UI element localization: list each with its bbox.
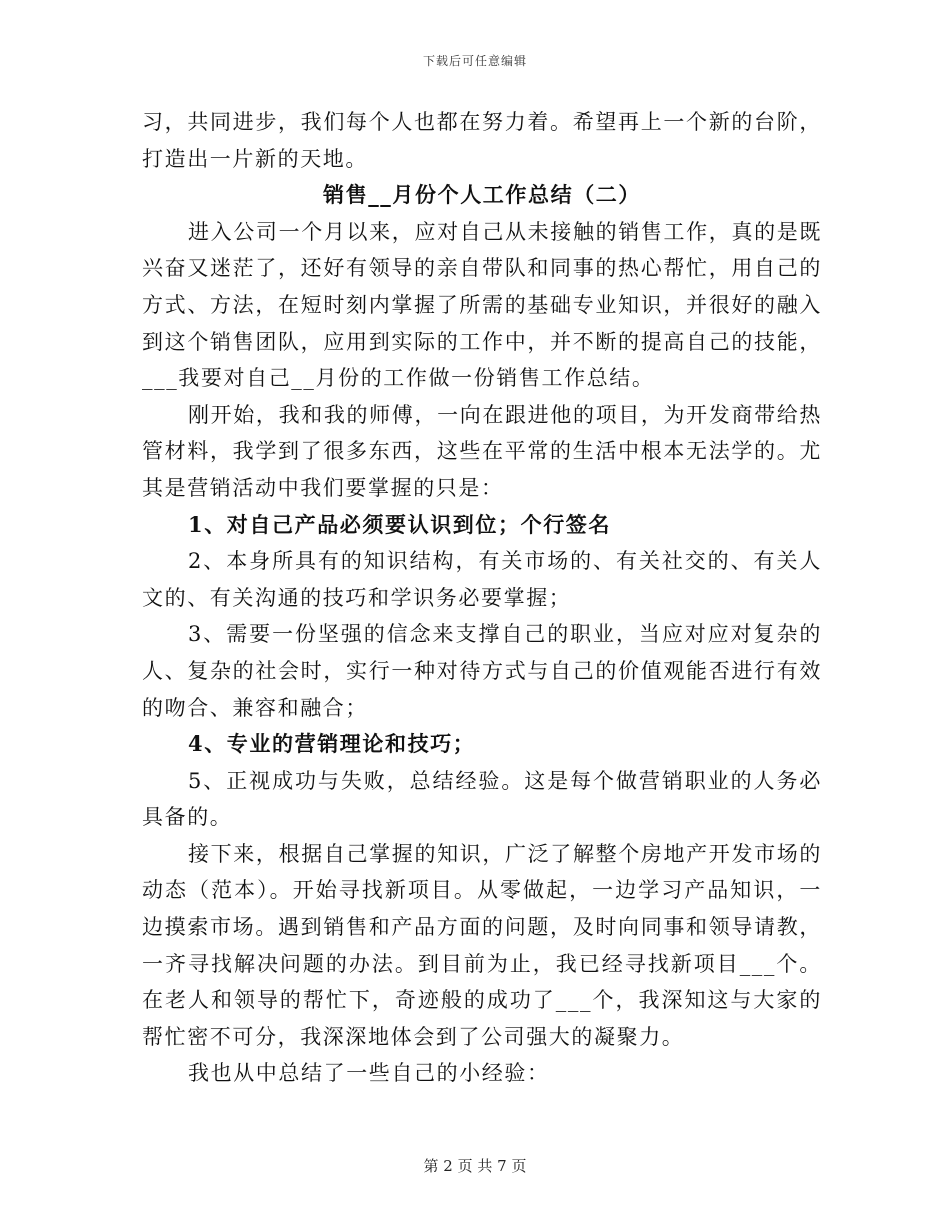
section-title: 销售__月份个人工作总结（二） [323,182,641,208]
list-item-5: 5、正视成功与失败，总结经验。这是每个做营销职业的人务必具备的。 [142,768,822,830]
list-item-2: 2、本身所具有的知识结构，有关市场的、有关社交的、有关人文的、有关沟通的技巧和学识务必要掌握； [142,549,822,610]
document-body [142,104,822,1092]
page-header: 下载后可任意编辑 [422,54,527,68]
list-item-1: 1、对自己产品必须要认识到位；个行签名 [188,511,612,537]
paragraph-4: 我也从中总结了一些自己的小经验： [188,1061,550,1086]
list-item-4: 4、专业的营销理论和技巧； [188,731,476,757]
page-number: 第 2 页 共 7 页 [423,1157,527,1175]
intro-paragraph: 习，共同进步，我们每个人也都在努力着。希望再上一个新的台阶，打造出一片新的天地。 [142,110,822,171]
paragraph-2: 刚开始，我和我的师傅，一向在跟进他的项目，为开发商带给热管材料，我学到了很多东西，这些在平常的生活中根本无法学的。尤其是营销活动中我们要掌握的只是： [142,402,822,500]
paragraph-3: 接下来，根据自己掌握的知识，广泛了解整个房地产开发市场的动态（范本）。开始寻找新项目。从零做起，一边学习产品知识，一边摸索市场。遇到销售和产品方面的问题，及时向同事和领导请教，一齐寻找解决问题的办法。到目前为止，我已经寻找新项目___个。在老人和领导的帮忙下，奇迹般的成功了___个，我深知这与大家的帮忙密不可分，我深深地体会到了公司强大的凝聚力。 [142,841,822,1049]
list-item-3: 3、需要一份坚强的信念来支撑自己的职业，当应对应对复杂的人、复杂的社会时，实行一种对待方式与自己的价值观能否进行有效的吻合、兼容和融合； [142,622,822,720]
paragraph-1: 进入公司一个月以来，应对自己从未接触的销售工作，真的是既兴奋又迷茫了，还好有领导的亲自带队和同事的热心帮忙，用自己的方式、方法，在短时刻内掌握了所需的基础专业知识，并很好的融入到这个销售团队，应用到实际的工作中，并不断的提高自己的技能，___我要对自己__月份的工作做一份销售工作总结。 [142,219,822,391]
